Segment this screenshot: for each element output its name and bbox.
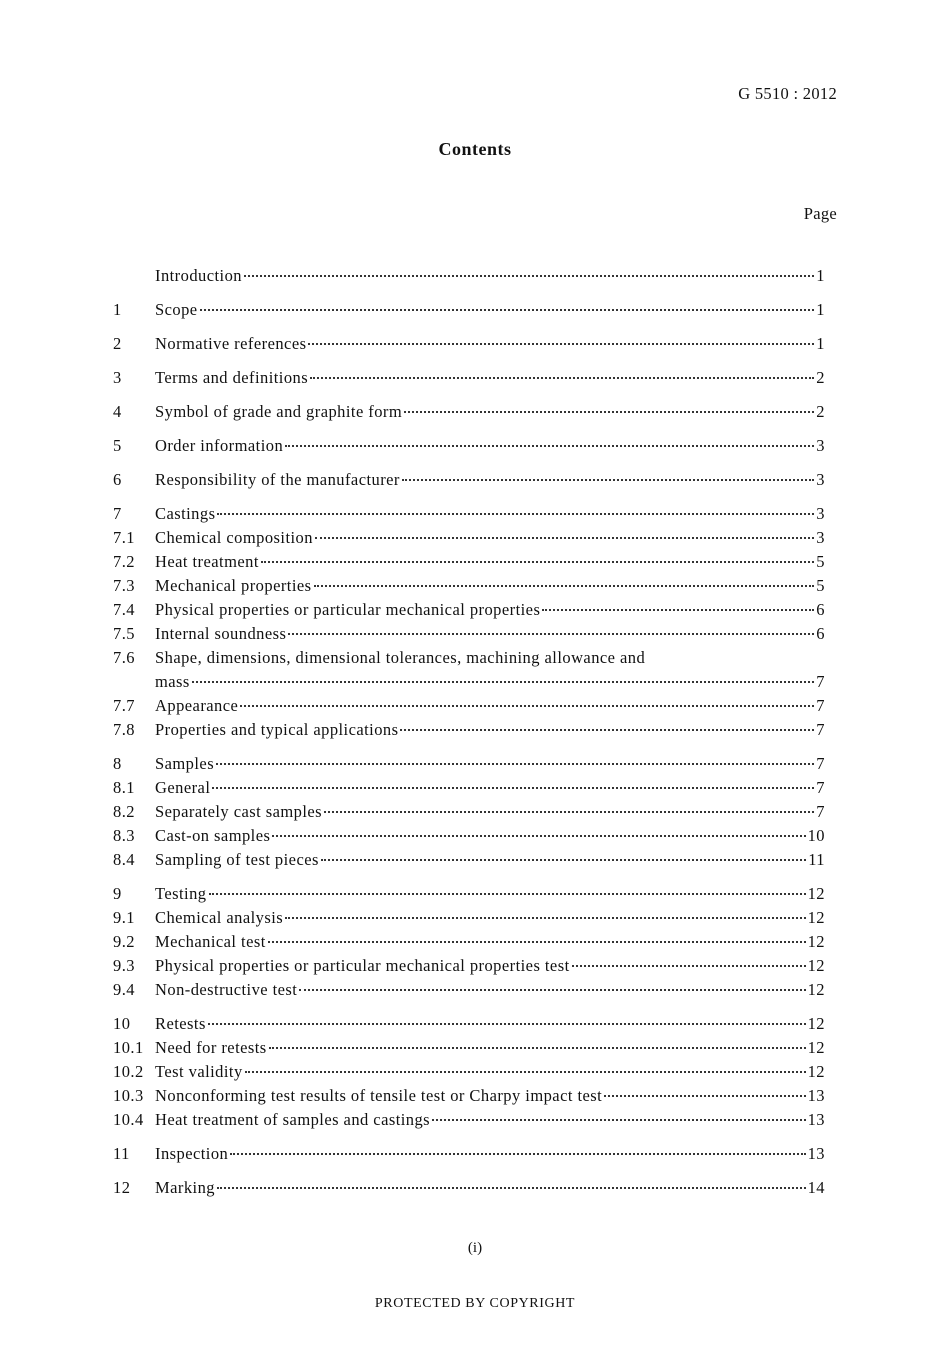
toc-entry-page: 3 xyxy=(816,436,825,455)
toc-entry-title: Need for retests xyxy=(155,1038,267,1057)
toc-entry-title: Heat treatment of samples and castings xyxy=(155,1110,431,1129)
toc-entry-title: Introduction xyxy=(155,266,242,285)
toc-entry-page: 13 xyxy=(807,1144,825,1163)
toc-entry-title: Internal soundness xyxy=(155,624,287,643)
toc-section-group xyxy=(113,882,825,1002)
toc-entry-title: Retests xyxy=(155,1014,206,1033)
dot-leader xyxy=(604,1094,805,1097)
toc-entry-title: Chemical analysis xyxy=(155,908,284,927)
toc-section-group xyxy=(113,752,825,872)
dot-leader xyxy=(200,308,815,311)
dot-leader xyxy=(192,680,814,683)
toc-entry-page: 13 xyxy=(807,1086,825,1105)
toc-entry[interactable] xyxy=(113,978,825,1002)
toc-entry-number: 9.3 xyxy=(113,956,135,975)
toc-entry-page: 2 xyxy=(816,402,825,421)
toc-entry[interactable] xyxy=(113,526,825,550)
toc-entry-title: Heat treatment xyxy=(155,552,259,571)
toc-entry-number: 8.4 xyxy=(113,850,135,869)
toc-entry[interactable] xyxy=(113,848,825,872)
toc-entry-title: Mechanical properties xyxy=(155,576,312,595)
dot-leader xyxy=(230,1152,805,1155)
toc-entry-title: mass xyxy=(155,672,190,691)
toc-entry-page: 5 xyxy=(816,576,825,595)
footer-page-number: (i) xyxy=(467,1240,483,1256)
dot-leader xyxy=(285,444,814,447)
toc-entry-number: 12 xyxy=(113,1178,131,1197)
toc-entry-number: 1 xyxy=(113,300,122,319)
toc-entry[interactable] xyxy=(113,366,825,390)
toc-entry-number: 10.4 xyxy=(113,1110,144,1129)
toc-entry-page: 6 xyxy=(816,600,825,619)
dot-leader xyxy=(400,728,814,731)
toc-entry-number: 7.2 xyxy=(113,552,135,571)
toc-entry-page: 13 xyxy=(807,1110,825,1129)
toc-entry-title: Sampling of test pieces xyxy=(155,850,319,869)
toc-entry-number: 9.2 xyxy=(113,932,135,951)
toc-entry-title: Marking xyxy=(155,1178,215,1197)
toc-entry[interactable] xyxy=(113,622,825,646)
toc-entry[interactable] xyxy=(113,298,825,322)
toc-entry-title: Appearance xyxy=(155,696,239,715)
toc-section-group xyxy=(113,1012,825,1132)
toc-entry-page: 7 xyxy=(816,672,825,691)
dot-leader xyxy=(314,584,815,587)
toc-entry[interactable] xyxy=(113,906,825,930)
toc-entry-number: 8.2 xyxy=(113,802,135,821)
toc-entry-page: 2 xyxy=(816,368,825,387)
toc-entry-page: 7 xyxy=(816,802,825,821)
toc-entry-number: 3 xyxy=(113,368,122,387)
toc-entry-number: 10.1 xyxy=(113,1038,144,1057)
toc-section-group xyxy=(113,1176,825,1200)
toc-section-group xyxy=(113,1142,825,1166)
toc-entry-page: 12 xyxy=(807,1062,825,1081)
toc-entry[interactable] xyxy=(113,1036,825,1060)
toc-entry-page: 7 xyxy=(816,696,825,715)
toc-entry-title: General xyxy=(155,778,211,797)
toc-section-group xyxy=(113,468,825,492)
dot-leader xyxy=(572,964,806,967)
toc-entry[interactable] xyxy=(113,1084,825,1108)
toc-entry-number: 9.4 xyxy=(113,980,135,999)
toc-entry[interactable] xyxy=(113,824,825,848)
dot-leader xyxy=(285,916,805,919)
toc-entry[interactable] xyxy=(113,400,825,424)
dot-leader xyxy=(288,632,814,635)
toc-entry-page: 12 xyxy=(807,980,825,999)
toc-entry[interactable] xyxy=(113,882,825,906)
dot-leader xyxy=(308,342,814,345)
toc-entry[interactable] xyxy=(113,694,825,718)
toc-entry[interactable] xyxy=(113,434,825,458)
toc-entry-page: 7 xyxy=(816,754,825,773)
dot-leader xyxy=(310,376,814,379)
toc-entry-title: Scope xyxy=(155,300,198,319)
dot-leader xyxy=(261,560,814,563)
toc-entry-title: Nonconforming test results of tensile test or Charpy impact test xyxy=(155,1086,603,1105)
toc-entry-title: Normative references xyxy=(155,334,307,353)
toc-entry[interactable] xyxy=(113,670,825,694)
table-of-contents xyxy=(113,264,825,1210)
toc-section-group xyxy=(113,434,825,458)
toc-entry-title: Separately cast samples xyxy=(155,802,323,821)
toc-entry-number: 7.8 xyxy=(113,720,135,739)
toc-entry-title: Properties and typical applications xyxy=(155,720,399,739)
toc-entry-number: 10 xyxy=(113,1014,131,1033)
dot-leader xyxy=(268,940,806,943)
toc-entry-page: 10 xyxy=(807,826,825,845)
toc-entry-page: 12 xyxy=(807,908,825,927)
toc-entry-page: 12 xyxy=(807,884,825,903)
toc-entry-title: Terms and definitions xyxy=(155,368,309,387)
toc-entry[interactable] xyxy=(113,264,825,288)
page-title: Contents xyxy=(438,139,512,159)
toc-entry[interactable] xyxy=(113,598,825,622)
toc-entry-title: Responsibility of the manufacturer xyxy=(155,470,400,489)
dot-leader xyxy=(217,1186,806,1189)
toc-entry-number: 9 xyxy=(113,884,122,903)
toc-entry-number: 4 xyxy=(113,402,122,421)
toc-entry-number: 6 xyxy=(113,470,122,489)
toc-entry-number: 9.1 xyxy=(113,908,135,927)
copyright-notice: PROTECTED BY COPYRIGHT xyxy=(374,1296,576,1311)
toc-entry[interactable] xyxy=(113,502,825,526)
toc-entry-number: 7.4 xyxy=(113,600,135,619)
toc-section-group xyxy=(113,366,825,390)
toc-entry-number: 8.1 xyxy=(113,778,135,797)
dot-leader xyxy=(269,1046,806,1049)
toc-entry-title: Castings xyxy=(155,504,216,523)
page-column-label: Page xyxy=(803,204,837,223)
toc-entry-page: 3 xyxy=(816,528,825,547)
toc-section-group xyxy=(113,264,825,288)
dot-leader xyxy=(217,512,814,515)
toc-entry-number: 8 xyxy=(113,754,122,773)
toc-entry-page: 12 xyxy=(807,1038,825,1057)
dot-leader xyxy=(244,274,814,277)
toc-entry-title: Non-destructive test xyxy=(155,980,298,999)
toc-entry[interactable] xyxy=(113,718,825,742)
toc-entry[interactable] xyxy=(113,646,825,670)
dot-leader xyxy=(402,478,814,481)
toc-entry-title: Shape, dimensions, dimensional tolerances, machining allowance and xyxy=(155,648,646,667)
toc-entry-page: 3 xyxy=(816,504,825,523)
toc-entry-number: 10.2 xyxy=(113,1062,144,1081)
dot-leader xyxy=(299,988,805,991)
dot-leader xyxy=(272,834,805,837)
dot-leader xyxy=(245,1070,806,1073)
toc-entry[interactable] xyxy=(113,1060,825,1084)
toc-entry-page: 1 xyxy=(816,266,825,285)
toc-entry-title: Samples xyxy=(155,754,215,773)
toc-entry-page: 3 xyxy=(816,470,825,489)
toc-entry-number: 7.7 xyxy=(113,696,135,715)
toc-entry[interactable] xyxy=(113,1012,825,1036)
toc-entry[interactable] xyxy=(113,574,825,598)
toc-section-group xyxy=(113,298,825,322)
toc-entry-page: 1 xyxy=(816,334,825,353)
toc-entry-page: 7 xyxy=(816,778,825,797)
toc-entry-title: Physical properties or particular mechanical properties test xyxy=(155,956,570,975)
toc-entry-title: Physical properties or particular mechanical properties xyxy=(155,600,541,619)
toc-entry[interactable] xyxy=(113,930,825,954)
dot-leader xyxy=(432,1118,806,1121)
toc-entry-page: 1 xyxy=(816,300,825,319)
dot-leader xyxy=(321,858,806,861)
toc-entry-page: 7 xyxy=(816,720,825,739)
dot-leader xyxy=(208,1022,806,1025)
toc-entry-page: 5 xyxy=(816,552,825,571)
toc-entry[interactable] xyxy=(113,468,825,492)
dot-leader xyxy=(324,810,814,813)
dot-leader xyxy=(209,892,806,895)
toc-entry-page: 12 xyxy=(807,932,825,951)
dot-leader xyxy=(404,410,814,413)
toc-entry-title: Chemical composition xyxy=(155,528,313,547)
toc-entry-number: 2 xyxy=(113,334,122,353)
toc-section-group xyxy=(113,400,825,424)
toc-entry[interactable] xyxy=(113,954,825,978)
toc-entry-title: Symbol of grade and graphite form xyxy=(155,402,403,421)
toc-entry-page: 11 xyxy=(808,850,825,869)
toc-entry-number: 5 xyxy=(113,436,122,455)
dot-leader xyxy=(212,786,814,789)
dot-leader xyxy=(315,536,814,539)
toc-entry-number: 7 xyxy=(113,504,122,523)
toc-entry-number: 10.3 xyxy=(113,1086,144,1105)
toc-entry[interactable] xyxy=(113,752,825,776)
toc-entry-page: 12 xyxy=(807,956,825,975)
toc-entry-number: 7.6 xyxy=(113,648,135,667)
toc-entry-title: Testing xyxy=(155,884,207,903)
toc-entry[interactable] xyxy=(113,1108,825,1132)
toc-entry[interactable] xyxy=(113,800,825,824)
dot-leader xyxy=(216,762,814,765)
toc-entry-title: Order information xyxy=(155,436,284,455)
toc-entry-title: Test validity xyxy=(155,1062,243,1081)
toc-entry[interactable] xyxy=(113,550,825,574)
toc-entry[interactable] xyxy=(113,332,825,356)
standard-number: G 5510 : 2012 xyxy=(738,84,837,103)
toc-entry-title: Inspection xyxy=(155,1144,229,1163)
toc-entry-number: 7.5 xyxy=(113,624,135,643)
toc-entry-number: 8.3 xyxy=(113,826,135,845)
toc-entry-number: 7.1 xyxy=(113,528,135,547)
toc-entry-page: 12 xyxy=(807,1014,825,1033)
toc-entry[interactable] xyxy=(113,776,825,800)
toc-entry-page: 6 xyxy=(816,624,825,643)
dot-leader xyxy=(542,608,814,611)
toc-section-group xyxy=(113,332,825,356)
toc-entry[interactable] xyxy=(113,1142,825,1166)
dot-leader xyxy=(240,704,814,707)
toc-entry[interactable] xyxy=(113,1176,825,1200)
toc-entry-number: 11 xyxy=(113,1144,130,1163)
toc-section-group xyxy=(113,502,825,742)
toc-entry-title: Mechanical test xyxy=(155,932,266,951)
toc-entry-number: 7.3 xyxy=(113,576,135,595)
toc-entry-page: 14 xyxy=(807,1178,825,1197)
toc-entry-title: Cast-on samples xyxy=(155,826,271,845)
